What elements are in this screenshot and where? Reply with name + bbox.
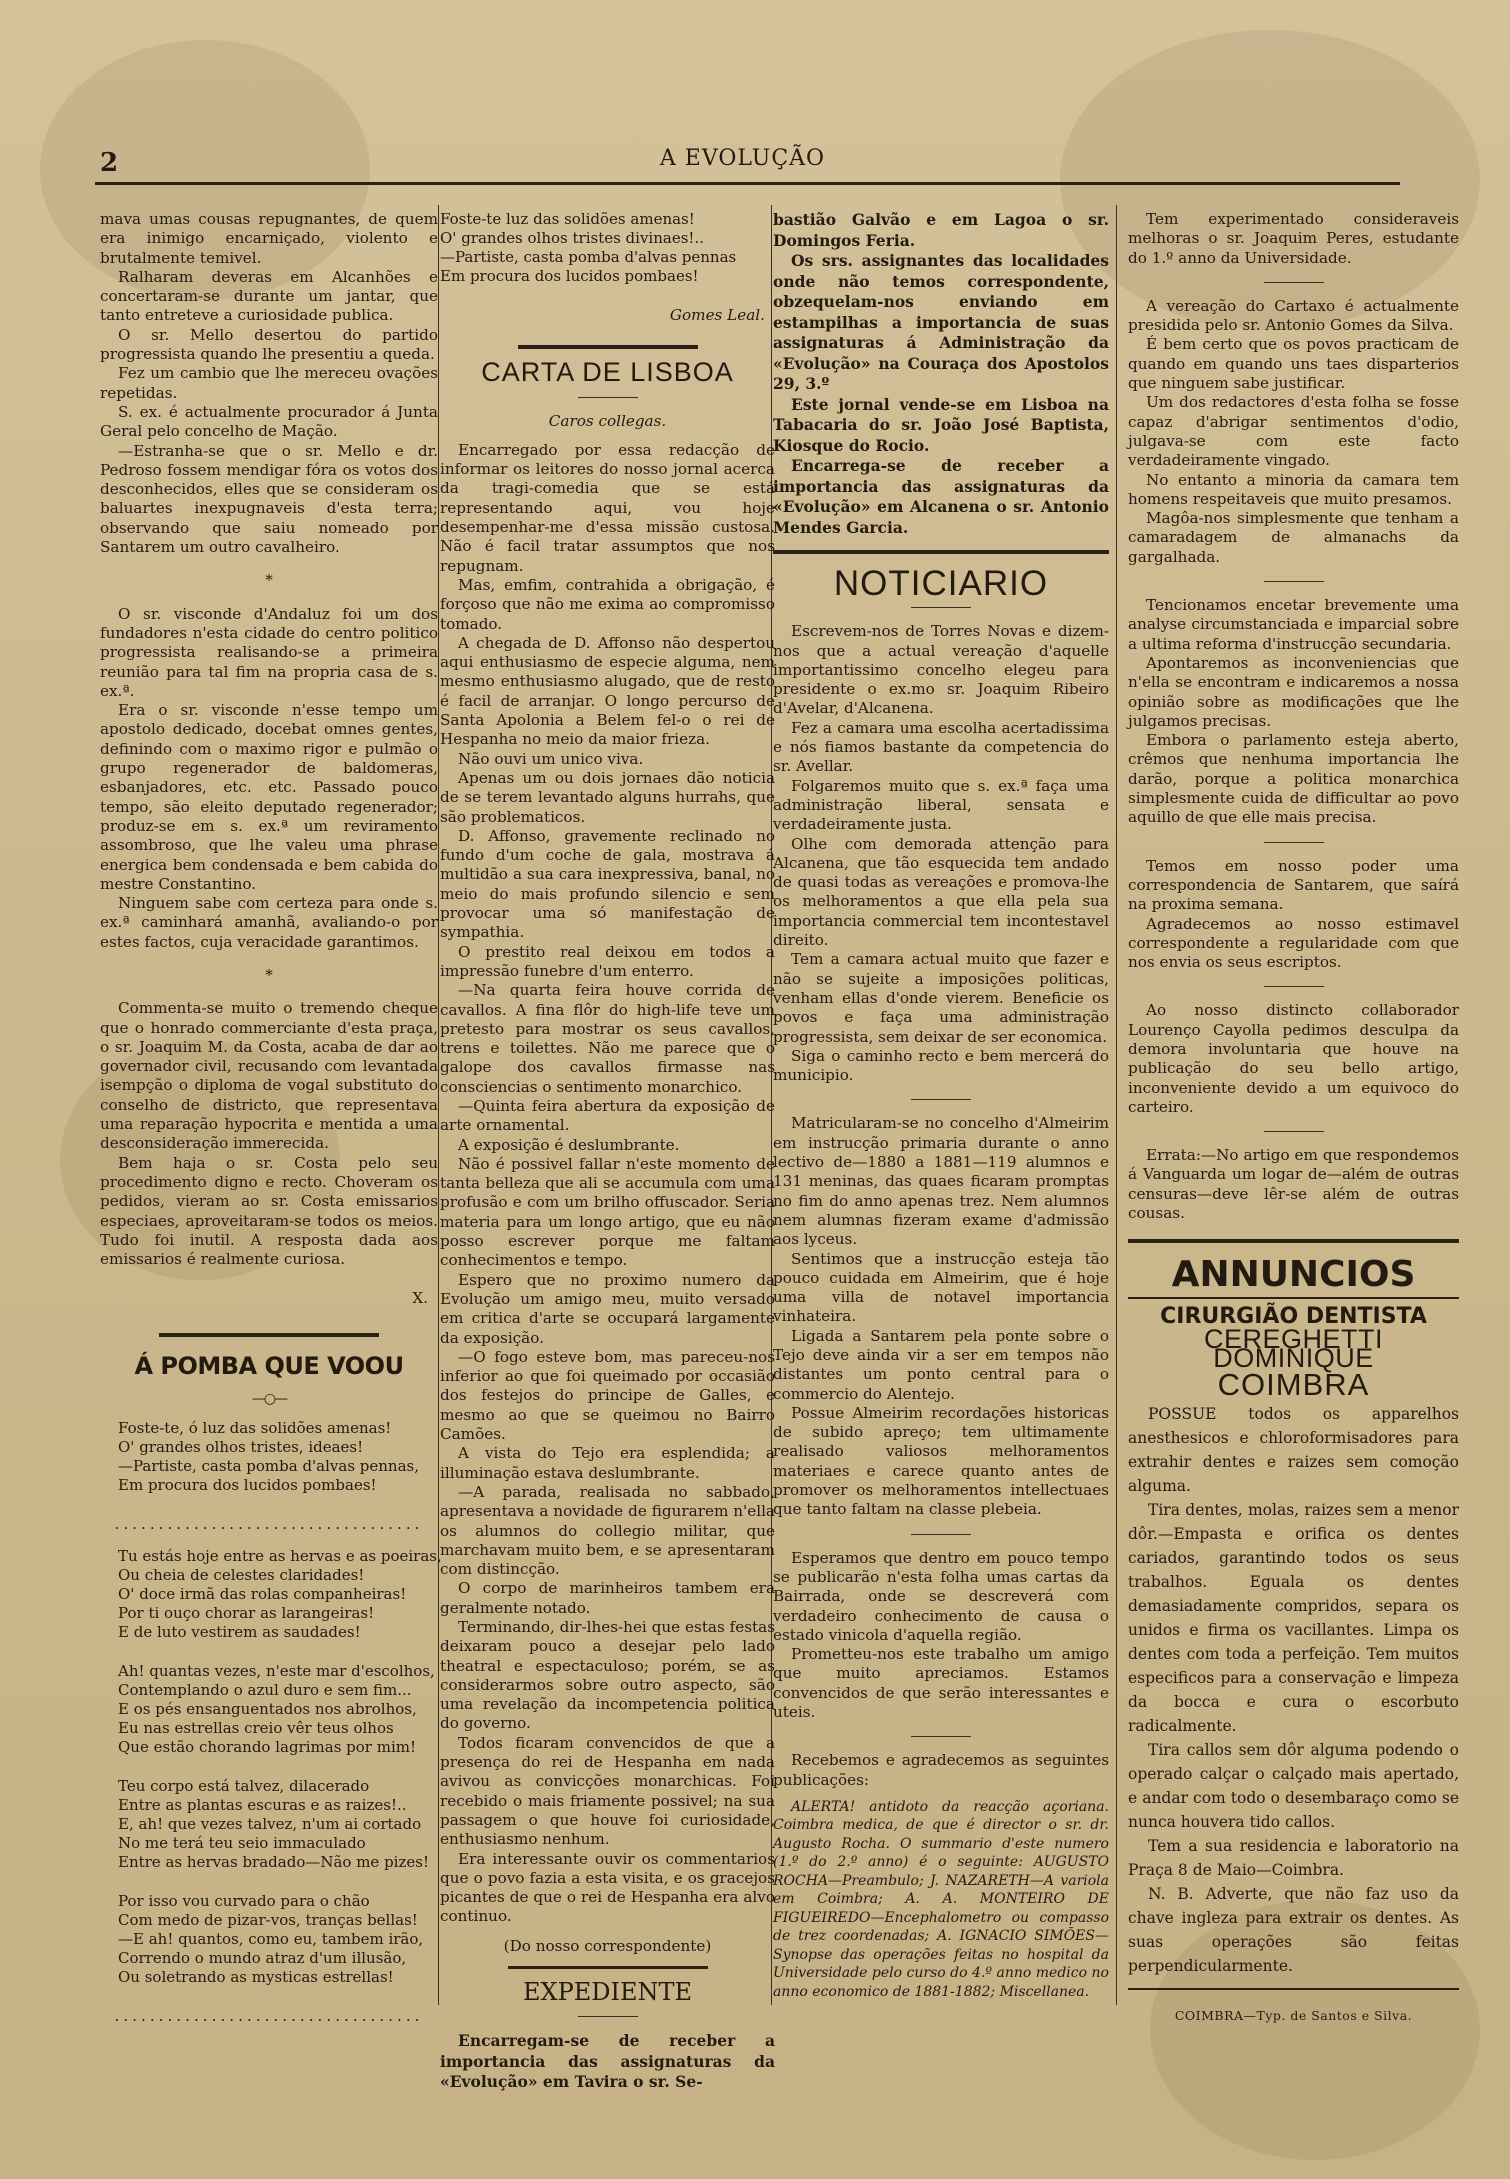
article-paragraph: S. ex. é actualmente procurador á Junta Geral pelo concelho de Mação. xyxy=(100,402,438,441)
header-rule xyxy=(95,182,1400,185)
poem-title: Á POMBA QUE VOOU xyxy=(134,1351,404,1380)
short-rule xyxy=(1264,842,1324,843)
poem-stanza xyxy=(118,1777,438,1872)
ad-city: COIMBRA xyxy=(1217,1366,1370,1402)
news-paragraph: Agradecemos ao nosso estimavel correspondente a regularidade com que nos envia os seus escriptos. xyxy=(1128,914,1459,972)
article-paragraph: Não ouvi um unico viva. xyxy=(458,749,644,768)
news-paragraph: Tencionamos encetar brevemente uma analyse circumstanciada e imparcial sobre a ultima reforma d'instrucção secundaria. xyxy=(1128,596,1459,653)
news-paragraph: Magôa-nos simplesmente que tenham a camaradagem de almanachs da gargalhada. xyxy=(1128,509,1459,566)
poem-line: Tu estás hoje entre as hervas e as poeiras, xyxy=(118,1546,442,1565)
poem-line: Foste-te luz das solidões amenas! xyxy=(440,210,695,228)
poem-line: —Partiste, casta pomba d'alvas pennas, xyxy=(118,1457,420,1476)
article-paragraph: —Na quarta feira houve corrida de cavallos. A fina flôr do high-life teve um pretesto para mostrar os seus cavallos, trens e toilettes. Não me parece que o galope dos cavallos firmasse nas consciencias o sentimento monarchico. xyxy=(440,981,775,1096)
news-paragraph: Ligada a Santarem pela ponte sobre o Tejo deve ainda vir a ser em tempos não distantes um ponto central para o commercio do Alentejo. xyxy=(773,1326,1109,1403)
short-rule xyxy=(1264,282,1324,283)
news-paragraph: Um dos redactores d'esta folha se fosse capaz d'abrigar sentimentos d'odio, julgava-se com este facto verdadeiramente vingado. xyxy=(1128,393,1459,470)
poem-line: Contemplando o azul duro e sem fim... xyxy=(118,1680,412,1699)
page-number: 2 xyxy=(100,148,119,178)
news-paragraph: Escrevem-nos de Torres Novas e dizem-nos que a actual vereação d'aquelle importantissimo concelho elegeu para presidente o ex.mo sr. Joaquim Ribeiro d'Avelar, d'Alcanena. xyxy=(773,622,1109,718)
noticiario-title: NOTICIARIO xyxy=(833,564,1049,603)
poem-line: No me terá teu seio immaculado xyxy=(118,1833,366,1852)
poem-line: O' grandes olhos tristes divinaes!.. xyxy=(440,229,704,247)
poem-line: Com medo de pizar-vos, tranças bellas! xyxy=(118,1910,418,1929)
article-paragraph: Ralharam deveras em Alcanhões e concertaram-se durante um jantar, que tanto entreteve a curiosidade publica. xyxy=(100,267,438,325)
printer-line: COIMBRA—Typ. de Santos e Silva. xyxy=(1174,2007,1413,2023)
correspondent-note: (Do nosso correspondente) xyxy=(503,1936,712,1955)
news-paragraph: Recebemos e agradecemos as seguintes publicações: xyxy=(773,1751,1109,1789)
short-rule xyxy=(911,1736,971,1737)
poem-line: Que estão chorando lagrimas por mim! xyxy=(118,1737,417,1756)
annuncios-title: ANNUNCIOS xyxy=(1171,1254,1416,1296)
notice-paragraph: bastião Galvão e em Lagoa o sr. Domingos Feria. xyxy=(773,210,1109,250)
poem-line: E, ah! que vezes talvez, n'um ai cortado xyxy=(118,1814,422,1833)
article-paragraph: A vista do Tejo era esplendida; a illuminação estava deslumbrante. xyxy=(440,1444,775,1482)
section-rule xyxy=(773,550,1109,554)
section-rule xyxy=(508,1966,708,1969)
ornament: —○— xyxy=(251,1391,287,1408)
short-rule xyxy=(911,1099,971,1100)
article-paragraph: —Quinta feira abertura da exposição de arte ornamental. xyxy=(440,1096,775,1135)
article-paragraph: Todos ficaram convencidos de que a presença do rei de Hespanha em nada avivou as convicções monarchicas. Foi recebido o mais friamente possivel; na sua passagem o que houve foi curiosidade, enthusiasmo nenhum. xyxy=(440,1733,775,1849)
article-paragraph: Era o sr. visconde n'esse tempo um apostolo dedicado, docebat omnes gentes, definindo com o maximo rigor e pulmão o grupo regenerador de baldomeras, esbanjadores, etc. etc. Passado pouco tempo, são eleito deputado regenerador; produz-se em s. ex.ª um reviramento assombroso, que lhe valeu uma phrase energica bem condensada e bem cabida do mestre Constantino. xyxy=(100,701,438,893)
poem-line: Em procura dos lucidos pombaes! xyxy=(118,1476,377,1495)
poem-signature: Gomes Leal. xyxy=(669,306,765,324)
poem-stanza xyxy=(118,1546,442,1642)
poem-line: Eu nas estrellas creio vêr teus olhos xyxy=(118,1718,394,1737)
poem-line: O' grandes olhos tristes, ideaes! xyxy=(118,1438,364,1457)
article-paragraph: O sr. visconde d'Andaluz foi um dos fundadores n'esta cidade do centro politico progressista realisando-se a primeira reunião para tal fim na propria casa de s. ex.ª. xyxy=(100,604,438,700)
poem-line: E os pés ensanguentados nos abrolhos, xyxy=(118,1699,417,1718)
short-rule xyxy=(1264,986,1324,987)
dotted-separator: ................................... xyxy=(114,2006,424,2025)
poem-stanza xyxy=(118,1892,438,1987)
article-paragraph: Commenta-se muito o tremendo cheque que o honrado commerciante d'esta praça, o sr. Joaquim M. da Costa, acaba de dar ao governador civil, recusando com levantada isempção o diploma de vogal substituto do conselho de districto, que representava uma reparação hypocrita e mentida a uma desconsideração immerecida. xyxy=(100,999,438,1153)
column-divider xyxy=(438,205,439,2005)
article-paragraph: O corpo de marinheiros tambem era geralmente notado. xyxy=(440,1579,775,1617)
poem-line: Em procura dos lucidos pombaes! xyxy=(440,267,699,285)
poem-line: O' doce irmã das rolas companheiras! xyxy=(118,1584,407,1603)
news-paragraph: Apontaremos as inconveniencias que n'ella se encontram e indicaremos a nossa opinião sobre as modificações que lhe julgamos precisas. xyxy=(1128,653,1459,730)
article-paragraph: O prestito real deixou em todos a impressão funebre d'um enterro. xyxy=(440,942,775,980)
news-paragraph: Embora o parlamento esteja aberto, crêmos que nenhuma importancia lhe darão, porque a politica monarchica simplesmente cuida de difficultar ao povo aquillo de que elle mais precisa. xyxy=(1128,731,1459,827)
article-signature: X. xyxy=(412,1289,428,1308)
notice-paragraph: Encarrega-se de receber a importancia das assignaturas da «Evolução» em Alcanena o sr. Antonio Mendes Garcia. xyxy=(773,456,1109,537)
article-paragraph: Apenas um ou dois jornaes dão noticia de se terem levantado alguns hurrahs, que são problematicos. xyxy=(440,768,775,826)
salutation: Caros collegas. xyxy=(548,411,667,430)
poem-stanza xyxy=(440,210,775,286)
article-paragraph: —A parada, realisada no sabbado, apresentava a novidade de figurarem n'ella os alumnos do collegio militar, que marchavam muito bem, e se apresentaram com distincção. xyxy=(440,1482,775,1579)
article-paragraph: Mas, emfim, contrahida a obrigação, é forçoso que não me exima ao compromisso tomado. xyxy=(440,575,775,633)
news-paragraph: Olhe com demorada attenção para Alcanena, que tão esquecida tem andado de quasi todas as vereações e promova-lhe os melhoramentos a que ella pela sua importancia commercial tem incontestavel direito. xyxy=(773,834,1109,950)
article-paragraph: —O fogo esteve bom, mas pareceu-nos inferior ao que foi queimado por occasião dos festejos do principe de Galles, e mesmo ao que se queimou no Bairro Camões. xyxy=(440,1347,775,1444)
section-rule xyxy=(1128,1988,1459,1990)
section-rule xyxy=(1128,1239,1459,1243)
paper-name: A EVOLUÇÃO xyxy=(659,146,826,171)
column-divider xyxy=(1116,205,1117,2005)
news-paragraph: Tem a camara actual muito que fazer e não se sujeite a imposições politicas, venham ellas d'onde vierem. Beneficie os povos e faça uma administração progressista, sem deixar de ser economica. xyxy=(773,950,1109,1046)
dotted-separator: ................................... xyxy=(114,1515,424,1534)
news-paragraph: Matricularam-se no concelho d'Almeirim em instrucção primaria durante o anno lectivo de—1880 a 1881—119 alumnos e 131 meninas, das quaes ficaram promptas no fim do anno apenas trez. Nem alumnos nem alumnas fizeram exame d'admissão aos lyceus. xyxy=(773,1114,1109,1249)
news-paragraph: Sentimos que a instrucção esteja tão pouco cuidada em Almeirim, que é hoje uma villa de notavel importancia vinhateira. xyxy=(773,1249,1109,1326)
short-rule xyxy=(1264,581,1324,582)
poem-line: Por isso vou curvado para o chão xyxy=(118,1891,370,1910)
news-paragraph: No entanto a minoria da camara tem homens respeitaveis que muito presamos. xyxy=(1128,470,1459,508)
poem-line: Entre as hervas bradado—Não me pizes! xyxy=(118,1852,429,1871)
news-paragraph: Temos em nosso poder uma correspondencia de Santarem, que saírá na proxima semana. xyxy=(1128,856,1459,914)
poem-line: Ou cheia de celestes claridades! xyxy=(118,1565,365,1584)
article-paragraph: mava umas cousas repugnantes, de quem era inimigo encarniçado, violento e brutalmente temivel. xyxy=(100,210,438,267)
news-paragraph: Siga o caminho recto e bem mercerá do municipio. xyxy=(773,1046,1109,1085)
section-stars: * xyxy=(265,571,273,590)
article-paragraph: Encarregado por essa redacção de informar os leitores do nosso jornal acerca da tragi-comedia que se está representando aqui, vou hoje desempenhar-me d'essa missão custosa. Não é facil tratar assumptos que nos repugnam. xyxy=(440,440,775,575)
article-paragraph: O sr. Mello desertou do partido progressista quando lhe presentiu a queda. xyxy=(100,325,438,364)
poem-line: E de luto vestirem as saudades! xyxy=(118,1622,361,1641)
poem-line: Ah! quantas vezes, n'este mar d'escolhos, xyxy=(118,1661,435,1680)
news-paragraph: Esperamos que dentro em pouco tempo se publicarão n'esta folha umas cartas da Bairrada, onde se descreverá com verdadeiro conhecimento de causa o estado vinicola d'aquella região. xyxy=(773,1548,1109,1644)
news-paragraph: É bem certo que os povos practicam de quando em quando uns taes disparterios que ninguem sabe justificar. xyxy=(1128,335,1459,393)
ad-name: CEREGHETTI DOMINIQUE xyxy=(1203,1323,1383,1374)
article-paragraph: Não é possivel fallar n'este momento de tanta belleza que ali se accumula com uma profusão e com um brilho offuscador. Seria materia para um longo artigo, que eu não posso escrever porque me faltam conhecimentos e tempo. xyxy=(440,1154,775,1270)
article-paragraph: D. Affonso, gravemente reclinado no fundo d'um coche de gala, mostrava á multidão a sua cara inexpressiva, banal, no meio do mais profundo silencio e sem provocar uma só manifestação de sympathia. xyxy=(440,826,775,942)
news-paragraph: Possue Almeirim recordações historicas de subido apreço; tem ultimamente realisado valiosos melhoramentos materiaes e carece quanto antes de promover os melhoramentos intellectuaes que tanto faltam na classe plebeia. xyxy=(773,1403,1109,1519)
errata-paragraph: Errata:—No artigo em que respondemos á Vanguarda um logar de—além de outras censuras—deve lêr-se além de outras cousas. xyxy=(1128,1146,1459,1223)
short-rule xyxy=(911,607,971,608)
notice-paragraph: Este jornal vende-se em Lisboa na Tabacaria do sr. João José Baptista, Kiosque do Rocio. xyxy=(773,394,1109,455)
poem-line: —Partiste, casta pomba d'alvas pennas xyxy=(440,248,737,266)
article-paragraph: A exposição é deslumbrante. xyxy=(458,1135,680,1154)
page-header xyxy=(90,142,1395,182)
column-3 xyxy=(773,210,1109,2001)
article-paragraph: Ninguem sabe com certeza para onde s. ex.ª caminhará amanhã, avaliando-o por estes factos, cuja veracidade garantimos. xyxy=(100,894,438,951)
poem-line: —E ah! quantos, como eu, tambem irão, xyxy=(118,1929,424,1948)
carta-title: CARTA DE LISBOA xyxy=(481,357,734,388)
ad-subtitle: CIRURGIÃO DENTISTA xyxy=(1160,1303,1427,1329)
column-4 xyxy=(1128,210,1459,2025)
poem-line: Por ti ouço chorar as larangeiras! xyxy=(118,1603,375,1622)
poem-line: Correndo o mundo atraz d'um illusão, xyxy=(118,1948,407,1967)
article-paragraph: Fez um cambio que lhe mereceu ovações repetidas. xyxy=(100,364,438,402)
poem-line: Entre as plantas escuras e as raizes!.. xyxy=(118,1795,407,1814)
short-rule xyxy=(578,2016,638,2017)
ad-paragraph: Tem a sua residencia e laboratorio na Praça 8 de Maio—Coimbra. xyxy=(1128,1836,1459,1879)
section-rule xyxy=(1128,1297,1459,1299)
notice-paragraph: Os srs. assignantes das localidades onde não temos correspondente, obzequelam-nos enviando em estampilhas a importancia de suas assignaturas á Administração da «Evolução» na Couraça dos Apostolos 29, 3.º xyxy=(773,251,1109,393)
poem-line: Foste-te, ó luz das solidões amenas! xyxy=(118,1419,392,1438)
section-rule xyxy=(518,345,698,349)
news-paragraph: Fez a camara uma escolha acertadissima e nós fiamos bastante da competencia do sr. Avellar. xyxy=(773,718,1109,776)
ad-paragraph: N. B. Adverte, que não faz uso da chave ingleza para extrair os dentes. As suas operações são feitas perpendicularmente. xyxy=(1128,1884,1459,1975)
news-paragraph: Tem experimentado consideraveis melhoras o sr. Joaquim Peres, estudante do 1.º anno da Universidade. xyxy=(1128,210,1459,267)
expediente-notice: Encarregam-se de receber a importancia das assignaturas da «Evolução» em Tavira o sr. Se- xyxy=(440,2031,775,2092)
ad-paragraph: Tira callos sem dôr alguma podendo o operado calçar o calçado mais apertado, e andar com todo o desembaraço como se nunca houvera tido callos. xyxy=(1128,1740,1459,1831)
ad-body xyxy=(1128,1402,1459,1978)
poem-stanza xyxy=(118,1419,438,1495)
article-paragraph: Espero que no proximo numero da Evolução um amigo meu, muito versado em critica d'arte se occupará largamente da exposição. xyxy=(440,1270,775,1347)
article-paragraph: Bem haja o sr. Costa pelo seu procedimento digno e recto. Choveram os pedidos, vieram ao sr. Costa emissarios especiaes, aproveitaram-se todos os meios. Tudo foi inutil. A resposta dada aos emissarios é realmente curiosa. xyxy=(100,1153,438,1269)
short-rule xyxy=(1264,1131,1324,1132)
column-2 xyxy=(440,210,775,2093)
ad-paragraph: Tira dentes, molas, raizes sem a menor dôr.—Empasta e orifica os dentes cariados, garantindo todos os seus trabalhos. Eguala os dentes demasiadamente compridos, separa os unidos e firma os vacillantes. Limpa os dentes com toda a perfeição. Tem muitos especificos para a conservação e limpeza da bocca e cura o escorbuto radicalmente. xyxy=(1128,1500,1459,1735)
article-paragraph: Terminando, dir-lhes-hei que estas festas deixaram pouco a desejar pelo lado theatral e espectaculoso; porém, se as considerarmos sobre outro aspecto, são uma revelação da incompetencia politica do governo. xyxy=(440,1618,775,1733)
short-rule xyxy=(911,1534,971,1535)
article-paragraph: —Estranha-se que o sr. Mello e dr. Pedroso fossem mendigar fóra os votos dos desconhecidos, elles que se consideram os baluartes inexpugnaveis d'esta terra; observando que saiu nomeado por Santarem um outro cavalheiro. xyxy=(100,441,438,557)
publications-list: ALERTA! antidoto da reacção açoriana. Coimbra medica, de que é director o sr. dr. Augusto Rocha. O summario d'este numero (1.º do 2.º anno) é o seguinte: AUGUSTO ROCHA—Preambulo; J. NAZARETH—A variola em Coimbra; A. A. MONTEIRO DE FIGUEIREDO—Encephalometro ou compasso de trez coordenadas; A. IGNACIO SIMÕES—Synopse das operações feitas no hospital da Universidade pelo curso do 4.º anno medico no anno economico de 1881-1882; Miscellanea. xyxy=(773,1798,1109,2000)
news-paragraph: Prometteu-nos este trabalho um amigo que muito apreciamos. Estamos convencidos de que serão interessantes e uteis. xyxy=(773,1645,1109,1722)
short-rule xyxy=(578,397,638,398)
section-rule xyxy=(159,1333,379,1337)
news-paragraph: Ao nosso distincto collaborador Lourenço Cayolla pedimos desculpa da demora involuntaria que houve na publicação do seu bello artigo, inconveniente devido a um equivoco do carteiro. xyxy=(1128,1001,1459,1116)
expediente-title: EXPEDIENTE xyxy=(522,1978,693,2007)
column-1 xyxy=(100,210,442,2038)
poem-stanza xyxy=(118,1662,438,1757)
section-stars: * xyxy=(265,965,273,984)
poem-line: Ou soletrando as mysticas estrellas! xyxy=(118,1967,394,1986)
ad-paragraph: POSSUE todos os apparelhos anesthesicos e chloroformisadores para extrahir dentes e raizes sem comoção alguma. xyxy=(1128,1404,1459,1495)
news-paragraph: Folgaremos muito que s. ex.ª faça uma administração liberal, sensata e verdadeiramente justa. xyxy=(773,776,1109,834)
article-paragraph: Era interessante ouvir os commentarios que o povo fazia a esta visita, e os gracejos picantes de que o rei de Hespanha era alvo continuo. xyxy=(440,1849,775,1926)
poem-line: Teu corpo está talvez, dilacerado xyxy=(118,1776,370,1795)
article-paragraph: A chegada de D. Affonso não despertou aqui enthusiasmo de especie alguma, nem mesmo enthusiasmo alugado, que de resto é facil de arranjar. O longo percurso de Santa Apolonia a Belem fel-o o rei de Hespanha no meio da maior frieza. xyxy=(440,633,775,749)
news-paragraph: A vereação do Cartaxo é actualmente presidida pelo sr. Antonio Gomes da Silva. xyxy=(1128,296,1459,335)
